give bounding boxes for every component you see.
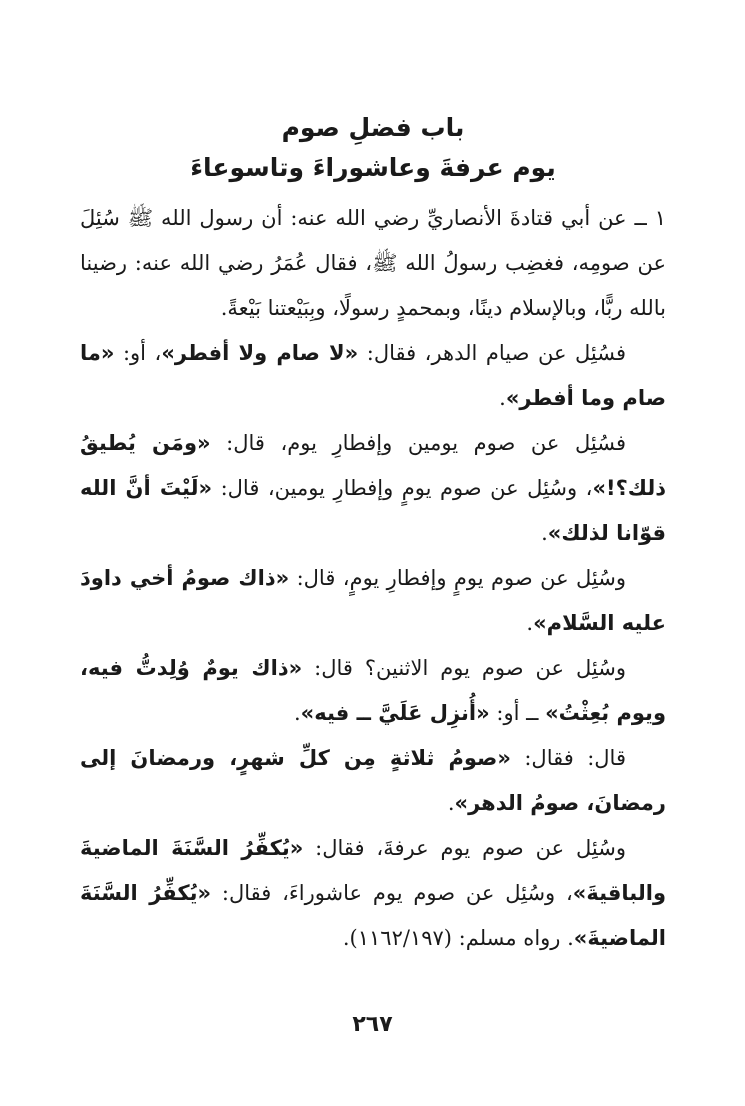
paragraph-3 [80,421,666,556]
hadith-quote: «أُنزِل عَلَيَّ ــ فيه» [300,701,490,725]
paragraph-text: . رواه مسلم: (١١٦٢/١٩٧). [342,926,574,950]
paragraph-text: . [447,791,455,815]
hadith-quote: «ذاك صومُ أخي داودَ عليه السَّلام» [80,566,666,635]
paragraph-text: . [293,701,301,725]
paragraph-1: ١ ــ عن أبي قتادةَ الأنصاريِّ رضي الله عنه: أن رسول الله ﷺ سُئِلَ عن صومِه، فغضِب رسولُ الله ﷺ، فقال عُمَرُ رضي الله عنه: رضينا بالله ربًّا، وبالإسلام دينًا، وبمحمدٍ رسولًا، وبِبَيْعتنا بَيْعةً. [80,206,666,320]
paragraph-text: وسُئِل عن صوم يومٍ وإفطارِ يومٍ، قال: [289,566,626,590]
paragraph-text: ، أو: [114,341,162,365]
hadith-quote: «يُكفِّرُ السَّنَةَ الماضيةَ والباقيةَ» [80,836,666,905]
paragraph-text: قال: فقال: [510,746,626,770]
hadith-quote: «صومُ ثلاثةٍ مِن كلِّ شهرٍ، ورمضانَ إلى رمضانَ، صومُ الدهر» [80,746,666,815]
paragraph-text: . [541,521,548,545]
page-content [80,108,666,961]
paragraph-6 [80,736,666,826]
hadith-quote: «ذاك يومٌ وُلِدتُّ فيه، ويوم بُعِثْتُ» [80,656,666,725]
paragraph-text: فسُئِل عن صيام الدهر، فقال: [358,341,627,365]
page-number: ٢٦٧ [352,1012,393,1037]
hadith-quote: «لَيْتَ أنَّ الله قوّانا لذلك» [80,476,666,545]
hadith-quote: «لا صام ولا أفطر» [161,341,359,365]
paragraph-text: ، وسُئِل عن صوم يومٍ وإفطارِ يومين، قال: [212,476,593,500]
paragraph-2 [80,331,666,421]
paragraph-text: ــ أو: [489,701,546,725]
paragraph-text: وسُئِل عن صوم يوم الاثنين؟ قال: [302,656,627,680]
chapter-subtitle: يوم عرفةَ وعاشوراءَ وتاسوعاءَ [190,153,556,182]
chapter-title: باب فضلِ صوم [281,113,465,142]
paragraph-5 [80,646,666,736]
hadith-quote: «يُكفِّرُ السَّنَةَ الماضيةَ» [80,881,666,950]
hadith-quote: «ومَن يُطيقُ ذلك؟!» [80,431,666,500]
paragraph-4 [80,556,666,646]
paragraph-text: فسُئِل عن صوم يومين وإفطارِ يوم، قال: [210,431,626,455]
paragraph-7 [80,826,666,961]
hadith-quote: «ما صام وما أفطر» [80,341,666,410]
paragraph-text: وسُئِل عن صوم يوم عرفةَ، فقال: [303,836,626,860]
paragraph-text: ، وسُئِل عن صوم يوم عاشوراءَ، فقال: [211,881,573,905]
paragraph-text: . [499,386,506,410]
paragraph-text: . [526,611,534,635]
